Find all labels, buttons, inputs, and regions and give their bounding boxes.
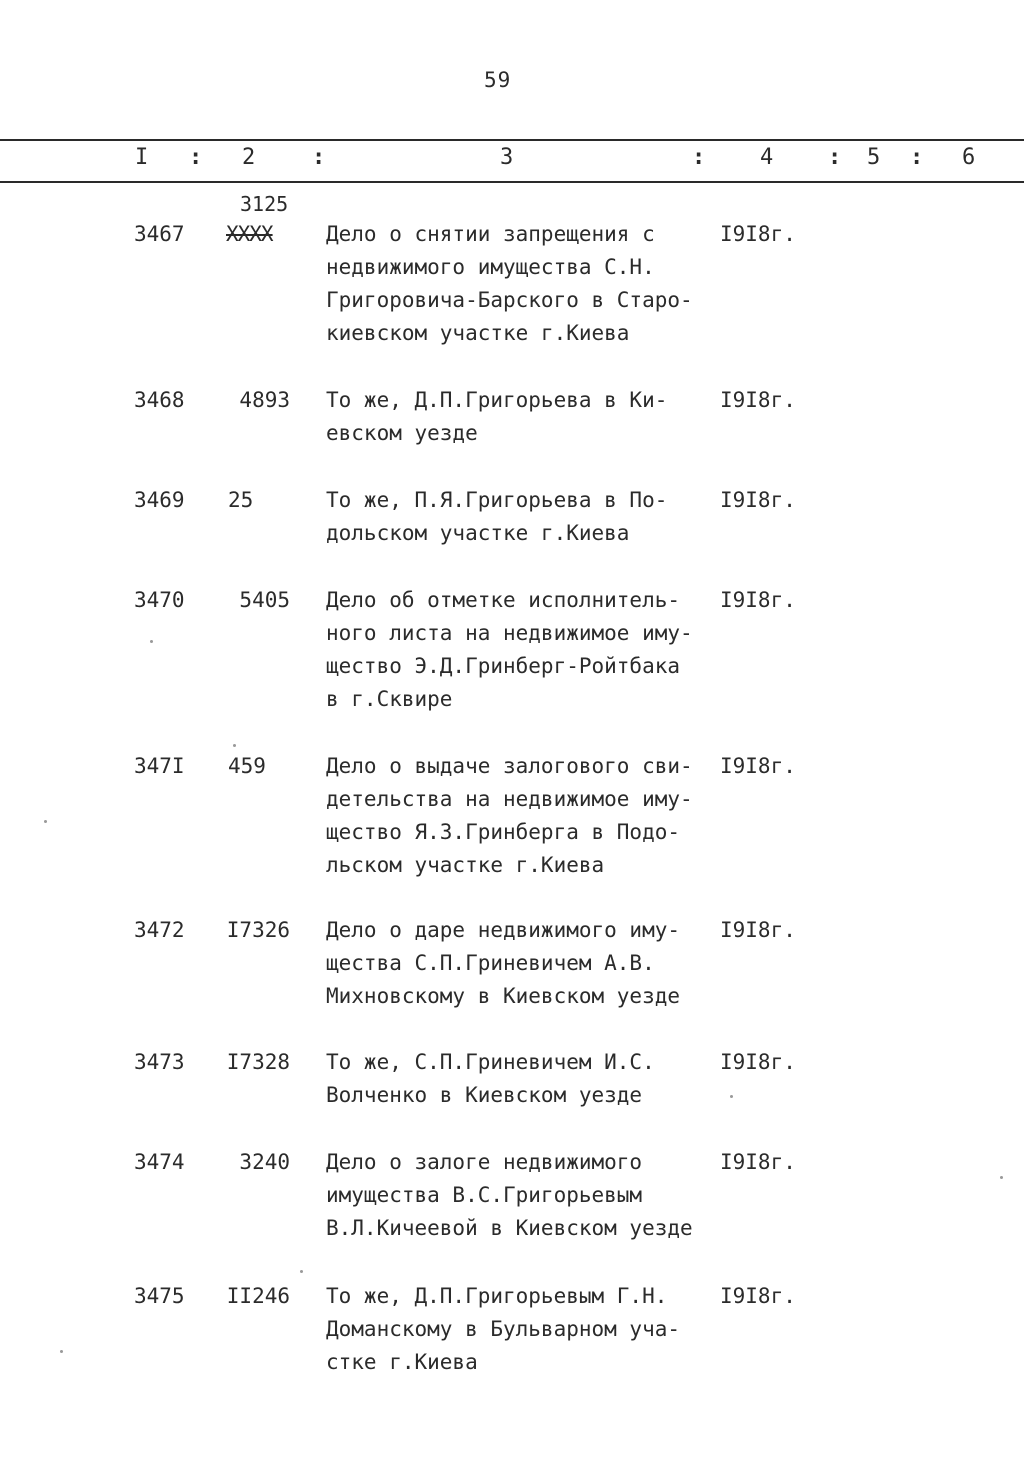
entry-number: 3468 [134,388,185,412]
scan-speck [730,1095,733,1098]
entry-year: I9I8г. [720,588,796,612]
entry-year: I9I8г. [720,222,796,246]
entry-code: 459 [228,754,266,778]
header-bottom-rule [0,181,1024,183]
description-line: Дело о снятии запрещения с [326,222,655,246]
entry-description [326,1046,726,1112]
entry-year: I9I8г. [720,1150,796,1174]
scan-speck [60,1350,63,1353]
description-line: Дело об отметке исполнитель- [326,588,681,612]
entry-number: 3474 [134,1150,185,1174]
header-top-rule [0,139,1024,141]
entry-code: II246 [226,1284,290,1308]
description-line: Михновскому в Киевском уезде [326,984,681,1008]
entry-number: 3469 [134,488,185,512]
entry-year: I9I8г. [720,918,796,942]
entry-description [326,1280,726,1379]
entry-code-correction: 3125 [240,192,289,216]
description-line: евском уезде [326,421,478,445]
scan-speck [300,1270,303,1273]
header-separator: : [910,145,924,170]
description-line: В.Л.Кичеевой в Киевском уезде [326,1216,693,1240]
header-separator: : [312,145,326,170]
description-line: дольском участке г.Киева [326,521,630,545]
header-col-3: 3 [500,145,514,170]
description-line: Дело о даре недвижимого иму- [326,918,681,942]
scan-speck [233,744,236,747]
header-col-5: 5 [867,145,881,170]
description-line: щества С.П.Гриневичем А.В. [326,951,655,975]
entry-code: 3240 [239,1150,290,1174]
entry-code: 5405 [239,588,290,612]
description-line: То же, Д.П.Григорьевым Г.Н. [326,1284,668,1308]
entry-code: 4893 [239,388,290,412]
entry-number: 3470 [134,588,185,612]
description-line: Дело о выдаче залогового сви- [326,754,693,778]
description-line: недвижимого имущества С.Н. [326,255,655,279]
description-line: Дело о залоге недвижимого [326,1150,643,1174]
entry-number: 347I [134,754,185,778]
description-line: стке г.Киева [326,1350,478,1374]
header-col-4: 4 [760,145,774,170]
entry-year: I9I8г. [720,488,796,512]
description-line: Волченко в Киевском уезде [326,1083,643,1107]
entry-year: I9I8г. [720,754,796,778]
entry-code: I7328 [226,1050,290,1074]
description-line: киевском участке г.Киева [326,321,630,345]
entry-number: 3472 [134,918,185,942]
description-line: щество Э.Д.Гринберг-Ройтбака [326,654,681,678]
entry-description [326,750,726,882]
description-line: льском участке г.Киева [326,853,605,877]
header-col-1: I [135,145,149,170]
entry-year: I9I8г. [720,388,796,412]
description-line: То же, С.П.Гриневичем И.С. [326,1050,655,1074]
entry-description [326,1146,726,1245]
header-separator: : [692,145,706,170]
page-number: 59 [484,68,512,92]
entry-description [326,584,726,716]
scan-speck [150,640,153,643]
entry-code-struck: XXXX [226,222,273,246]
description-line: Доманскому в Бульварном уча- [326,1317,681,1341]
description-line: Григоровича-Барского в Старо- [326,288,693,312]
entry-code: 25 [228,488,254,512]
entry-description [326,384,726,450]
description-line: То же, П.Я.Григорьева в По- [326,488,668,512]
description-line: То же, Д.П.Григорьева в Ки- [326,388,668,412]
entry-description [326,914,726,1013]
description-line: детельства на недвижимое иму- [326,787,693,811]
scan-speck [1000,1176,1003,1179]
header-separator: : [189,145,203,170]
scan-speck [44,820,47,823]
entry-year: I9I8г. [720,1284,796,1308]
description-line: щество Я.З.Гринберга в Подо- [326,820,681,844]
header-col-2: 2 [242,145,256,170]
header-col-6: 6 [962,145,976,170]
description-line: ного листа на недвижимое иму- [326,621,693,645]
header-separator: : [828,145,842,170]
entry-number: 3475 [134,1284,185,1308]
description-line: в г.Сквире [326,687,453,711]
entry-number: 3467 [134,222,185,246]
entry-description [326,484,726,550]
entry-year: I9I8г. [720,1050,796,1074]
entry-description [326,218,726,350]
entry-code: I7326 [226,918,290,942]
description-line: имущества В.С.Григорьевым [326,1183,643,1207]
entry-number: 3473 [134,1050,185,1074]
